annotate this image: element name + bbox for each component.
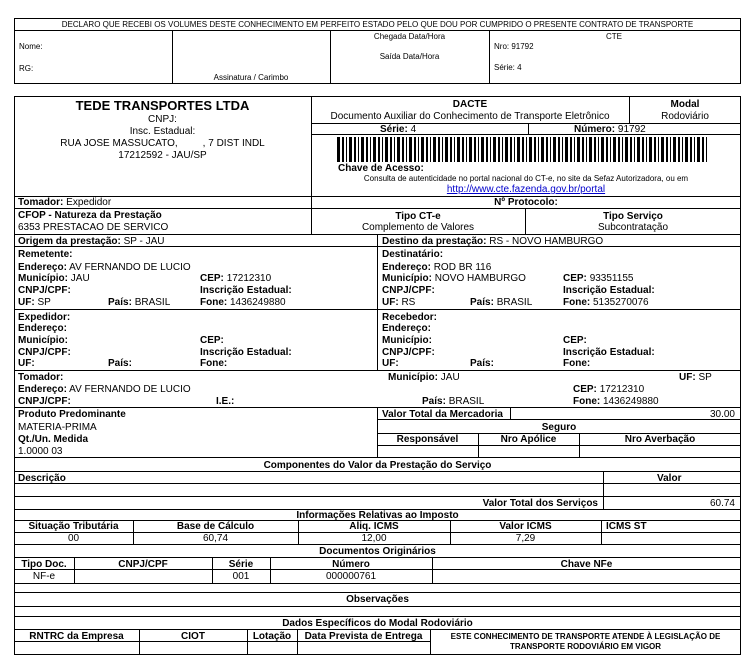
barcode-bar: [637, 137, 640, 162]
receipt-arrival-label: Chegada Data/Hora: [373, 32, 446, 41]
imposto-value-base: 60,74: [202, 533, 229, 544]
barcode-bar: [570, 137, 572, 162]
destinatario-uf: UF: RS: [382, 297, 416, 308]
remetente-municipio: Município: JAU: [18, 273, 90, 284]
issuer-address: RUA JOSE MASSUCATO, , 7 DIST INDL: [60, 138, 265, 149]
barcode-bar: [630, 137, 632, 162]
barcode-bar: [402, 137, 404, 162]
barcode-bar: [346, 137, 347, 162]
tomador-municipio: Município: JAU: [388, 372, 460, 383]
destinatario-cep: CEP: 93351155: [563, 273, 634, 284]
barcode-bar: [582, 137, 584, 162]
imposto-header-situacao: Situação Tributária: [28, 521, 119, 532]
remetente-fone: Fone: 1436249880: [200, 297, 286, 308]
barcode-bar: [558, 137, 560, 162]
barcode-bar: [394, 137, 395, 162]
remetente-uf: UF: SP: [18, 297, 51, 308]
barcode-bar: [598, 137, 599, 162]
remetente-pais: País: BRASIL: [108, 297, 171, 308]
barcode-bar: [361, 137, 364, 162]
recebedor-cnpj: CNPJ/CPF:: [382, 347, 435, 358]
originarios-header-cnpj: CNPJ/CPF: [118, 559, 168, 570]
barcode-bar: [661, 137, 664, 162]
barcode-bar: [450, 137, 452, 162]
tomador-endereco: Endereço: AV FERNANDO DE LUCIO: [18, 384, 191, 395]
cfop-label: CFOP - Natureza da Prestação: [18, 210, 162, 221]
originarios-value-serie: 001: [232, 571, 250, 582]
recebedor-pais: País:: [470, 358, 494, 369]
expedidor-ie: Inscrição Estadual:: [200, 347, 292, 358]
imposto-value-valor: 7,29: [515, 533, 536, 544]
barcode-bar: [534, 137, 536, 162]
dacte-numero: Número: 91792: [574, 124, 646, 135]
expedidor-municipio: Município:: [18, 335, 68, 346]
barcode-bar: [522, 137, 524, 162]
barcode-bar: [594, 137, 596, 162]
receipt-signature-label: Assinatura / Carimbo: [213, 73, 289, 82]
barcode-bar: [490, 137, 491, 162]
observacoes-title: Observações: [346, 594, 409, 605]
modal-rodo-note-2: TRANSPORTE RODOVIÁRIO EM VIGOR: [509, 642, 662, 651]
chave-label: Chave de Acesso:: [338, 163, 424, 174]
dacte-title: DACTE: [452, 99, 488, 110]
barcode-bar: [454, 137, 455, 162]
produto-value: MATERIA-PRIMA: [18, 422, 97, 433]
destinatario-title: Destinatário:: [382, 249, 444, 260]
modal-rodo-data-entrega: Data Prevista de Entrega: [304, 631, 423, 642]
issuer-city: 17212592 - JAU/SP: [118, 150, 207, 161]
destinatario-fone: Fone: 5135270076: [563, 297, 649, 308]
destinatario-endereco: Endereço: ROD BR 116: [382, 262, 492, 273]
barcode-bar: [498, 137, 500, 162]
receipt-name-label: Nome:: [19, 42, 43, 51]
barcode-bar: [481, 137, 484, 162]
barcode-bar: [474, 137, 476, 162]
barcode-bar: [354, 137, 356, 162]
mercadoria-value: 30.00: [709, 409, 735, 420]
barcode-bar: [694, 137, 695, 162]
seguro-responsavel: Responsável: [396, 434, 459, 445]
mercadoria-label: Valor Total da Mercadoria: [382, 409, 503, 420]
barcode-bar: [426, 137, 428, 162]
barcode-bar: [358, 137, 359, 162]
barcode-bar: [421, 137, 424, 162]
barcode-bar: [457, 137, 460, 162]
barcode-bar: [406, 137, 407, 162]
imposto-header-valor: Valor ICMS: [499, 521, 552, 532]
barcode-bar: [658, 137, 659, 162]
barcode-bar: [649, 137, 652, 162]
barcode-bar: [505, 137, 508, 162]
barcode-bar: [670, 137, 671, 162]
barcode-bar: [646, 137, 647, 162]
remetente-endereco: Endereço: AV FERNANDO DE LUCIO: [18, 262, 191, 273]
barcode-bar: [666, 137, 668, 162]
barcode-bar: [577, 137, 580, 162]
barcode-bar: [625, 137, 628, 162]
qt-value: 1.0000 03: [18, 446, 63, 457]
modal-rodo-lotacao: Lotação: [252, 631, 292, 642]
barcode-bar: [654, 137, 656, 162]
expedidor-cnpj: CNPJ/CPF:: [18, 347, 71, 358]
barcode-bar: [682, 137, 683, 162]
modal-rodo-title: Dados Específicos do Modal Rodoviário: [282, 618, 473, 629]
barcode-bar: [409, 137, 412, 162]
expedidor-pais: País:: [108, 358, 132, 369]
seguro-title: Seguro: [541, 422, 577, 433]
seguro-apolice: Nro Apólice: [500, 434, 557, 445]
barcode-bar: [370, 137, 371, 162]
receipt-cte-label: CTE: [606, 32, 622, 41]
barcode: [337, 137, 709, 162]
barcode-bar: [373, 137, 376, 162]
expedidor-uf: UF:: [18, 358, 35, 369]
tomador-title: Tomador:: [18, 372, 64, 383]
tomador-uf: UF: SP: [679, 372, 712, 383]
issuer-name: TEDE TRANSPORTES LTDA: [75, 98, 250, 113]
barcode-bar: [541, 137, 544, 162]
componentes-title: Componentes do Valor da Prestação do Serviço: [263, 460, 492, 471]
originarios-title: Documentos Originários: [319, 546, 436, 557]
barcode-bar: [678, 137, 680, 162]
tomador-cnpj: CNPJ/CPF:: [18, 396, 71, 407]
barcode-bar: [529, 137, 532, 162]
cfop-value: 6353 PRESTACAO DE SERVICO: [18, 222, 169, 233]
barcode-bar: [493, 137, 496, 162]
modal-rodo-rntrc: RNTRC da Empresa: [29, 631, 124, 642]
barcode-bar: [438, 137, 440, 162]
barcode-bar: [442, 137, 443, 162]
originarios-value-numero: 000000761: [325, 571, 377, 582]
barcode-bar: [349, 137, 352, 162]
barcode-bar: [706, 137, 707, 162]
tomador-fone: Fone: 1436249880: [573, 396, 659, 407]
barcode-bar: [702, 137, 704, 162]
barcode-bar: [486, 137, 488, 162]
barcode-bar: [690, 137, 692, 162]
remetente-cnpj: CNPJ/CPF:: [18, 285, 71, 296]
tipo-cte-label: Tipo CT-e: [395, 211, 441, 222]
barcode-bar: [462, 137, 464, 162]
barcode-bar: [586, 137, 587, 162]
barcode-bar: [430, 137, 431, 162]
imposto-header-aliq: Aliq. ICMS: [349, 521, 399, 532]
barcode-bar: [526, 137, 527, 162]
expedidor-endereco: Endereço:: [18, 323, 67, 334]
barcode-bar: [366, 137, 368, 162]
barcode-bar: [553, 137, 556, 162]
origem: Origem da prestação: SP - JAU: [18, 236, 165, 247]
destinatario-pais: País: BRASIL: [470, 297, 533, 308]
expedidor-cep: CEP:: [200, 335, 224, 346]
barcode-bar: [517, 137, 520, 162]
issuer-ie: Insc. Estadual:: [129, 126, 196, 137]
originarios-header-tipo: Tipo Doc.: [21, 559, 67, 570]
modal-rodo-note-1: ESTE CONHECIMENTO DE TRANSPORTE ATENDE À LEGISLAÇÃO DE: [450, 632, 721, 641]
barcode-bar: [418, 137, 419, 162]
barcode-bar: [697, 137, 700, 162]
total-servicos-value: 60.74: [709, 498, 735, 509]
barcode-bar: [466, 137, 467, 162]
barcode-bar: [342, 137, 344, 162]
tipo-cte-value: Complemento de Valores: [361, 222, 475, 233]
tipo-servico-label: Tipo Serviço: [603, 211, 663, 222]
barcode-bar: [622, 137, 623, 162]
recebedor-municipio: Município:: [382, 335, 432, 346]
remetente-cep: CEP: 17212310: [200, 273, 272, 284]
tomador-top: Tomador: Expedidor: [18, 197, 112, 208]
barcode-bar: [574, 137, 575, 162]
barcode-bar: [478, 137, 479, 162]
barcode-bar: [634, 137, 635, 162]
consulta-text: Consulta de autenticidade no portal nacional do CT-e, no site da Sefaz Autorizadora, ou em: [363, 174, 689, 183]
modal-label: Modal: [670, 99, 700, 110]
seguro-averbacao: Nro Averbação: [624, 434, 696, 445]
receipt-serie: Série: 4: [494, 63, 522, 72]
barcode-bar: [610, 137, 611, 162]
barcode-bar: [673, 137, 676, 162]
barcode-bar: [613, 137, 616, 162]
recebedor-title: Recebedor:: [382, 312, 438, 323]
originarios-header-numero: Número: [332, 559, 370, 570]
barcode-bar: [390, 137, 392, 162]
barcode-bar: [589, 137, 592, 162]
receipt-nro: Nro: 91792: [494, 42, 534, 51]
barcode-bar: [469, 137, 472, 162]
barcode-bar: [433, 137, 436, 162]
barcode-bar: [546, 137, 548, 162]
tomador-ie: I.E.:: [216, 396, 235, 407]
receipt-departure-label: Saída Data/Hora: [379, 52, 440, 61]
barcode-bar: [618, 137, 620, 162]
destinatario-ie: Inscrição Estadual:: [563, 285, 655, 296]
receipt-declaration: DECLARO QUE RECEBI OS VOLUMES DESTE CONHECIMENTO EM PERFEITO ESTADO PELO QUE DOU POR CUMPRIDO O PRESENTE CONTRATO DE TRANSPORTE: [61, 20, 694, 29]
barcode-bar: [538, 137, 539, 162]
dacte-subtitle: Documento Auxiliar do Conhecimento de Transporte Eletrônico: [330, 111, 610, 122]
barcode-bar: [378, 137, 380, 162]
barcode-bar: [606, 137, 608, 162]
originarios-header-chave: Chave NFe: [560, 559, 613, 570]
receipt-rg-label: RG:: [19, 64, 34, 73]
total-servicos-label: Valor Total dos Serviços: [482, 498, 598, 509]
barcode-bar: [337, 137, 340, 162]
originarios-header-serie: Série: [228, 559, 254, 570]
remetente-title: Remetente:: [18, 249, 73, 260]
modal-rodo-ciot: CIOT: [181, 631, 205, 642]
produto-label: Produto Predominante: [18, 409, 126, 420]
originarios-value-tipo: NF-e: [32, 571, 56, 582]
barcode-bar: [565, 137, 568, 162]
barcode-bar: [510, 137, 512, 162]
barcode-bar: [382, 137, 383, 162]
destinatario-cnpj: CNPJ/CPF:: [382, 285, 435, 296]
tomador-pais: País: BRASIL: [422, 396, 485, 407]
barcode-bar: [550, 137, 551, 162]
expedidor-title: Expedidor:: [18, 312, 71, 323]
barcode-bar: [502, 137, 503, 162]
barcode-bar: [562, 137, 563, 162]
componentes-valor: Valor: [657, 473, 682, 484]
recebedor-uf: UF:: [382, 358, 399, 369]
destino: Destino da prestação: RS - NOVO HAMBURGO: [382, 236, 604, 247]
recebedor-ie: Inscrição Estadual:: [563, 347, 655, 358]
imposto-title: Informações Relativas ao Imposto: [296, 510, 459, 521]
qt-label: Qt./Un. Medida: [18, 434, 88, 445]
barcode-bar: [642, 137, 644, 162]
imposto-header-st: ICMS ST: [606, 521, 647, 532]
barcode-bar: [397, 137, 400, 162]
recebedor-cep: CEP:: [563, 335, 587, 346]
recebedor-endereco: Endereço:: [382, 323, 431, 334]
dacte-serie: Série: 4: [380, 124, 417, 135]
barcode-bar: [414, 137, 416, 162]
barcode-bar: [514, 137, 515, 162]
modal-value: Rodoviário: [661, 111, 709, 122]
imposto-header-base: Base de Cálculo: [176, 521, 255, 532]
protocolo-label: Nº Protocolo:: [494, 197, 558, 208]
destinatario-municipio: Município: NOVO HAMBURGO: [382, 273, 526, 284]
issuer-cnpj: CNPJ:: [148, 114, 177, 125]
remetente-ie: Inscrição Estadual:: [200, 285, 292, 296]
tomador-cep: CEP: 17212310: [573, 384, 645, 395]
imposto-value-situacao: 00: [67, 533, 80, 544]
barcode-bar: [601, 137, 604, 162]
barcode-bar: [445, 137, 448, 162]
barcode-bar: [685, 137, 688, 162]
portal-link[interactable]: http://www.cte.fazenda.gov.br/portal: [446, 184, 606, 195]
recebedor-fone: Fone:: [563, 358, 591, 369]
tipo-servico-value: Subcontratação: [597, 222, 669, 233]
expedidor-fone: Fone:: [200, 358, 228, 369]
componentes-descricao: Descrição: [18, 473, 66, 484]
barcode-bar: [385, 137, 388, 162]
imposto-value-aliq: 12,00: [361, 533, 387, 544]
